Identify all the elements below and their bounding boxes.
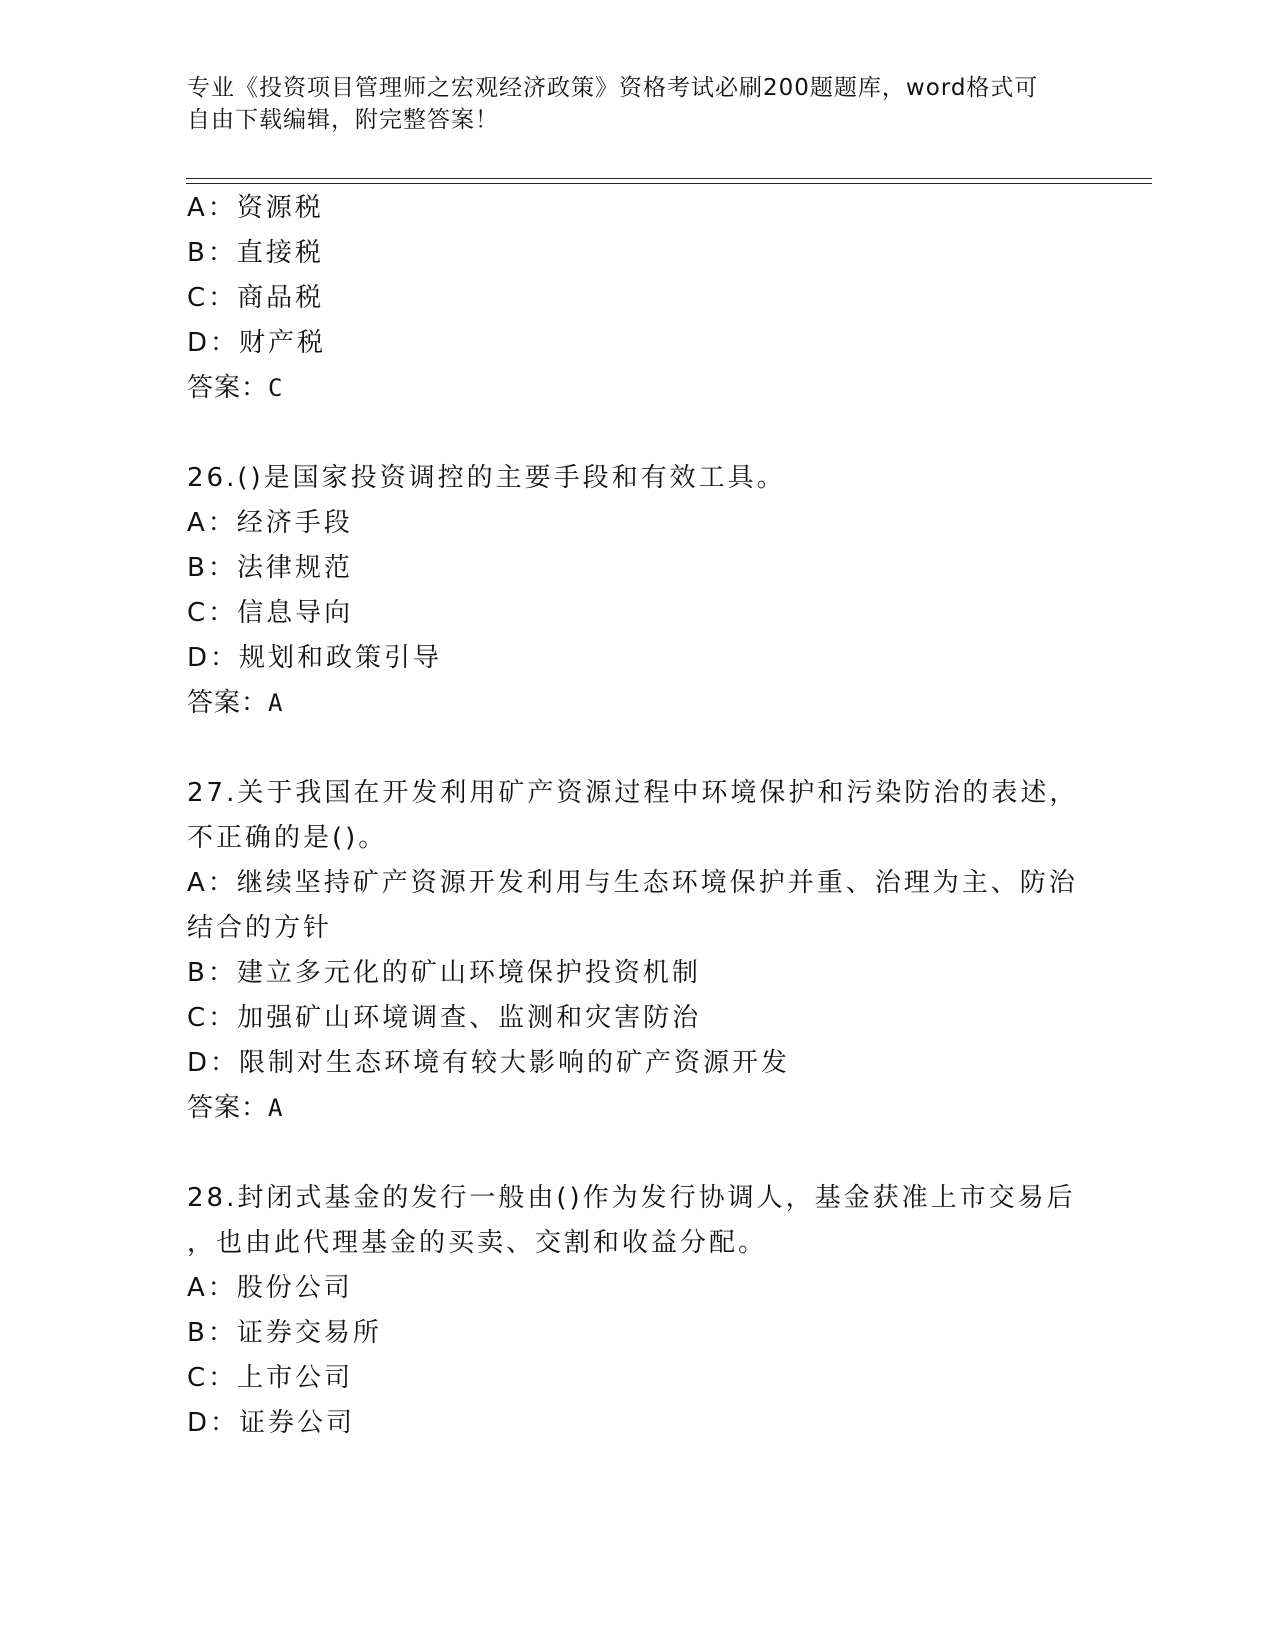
question-spacer xyxy=(187,411,1087,456)
header-divider-bottom xyxy=(186,183,1152,184)
header-line-2: 自由下载编辑，附完整答案！ xyxy=(187,107,499,133)
question-stem-continued: 不正确的是()。 xyxy=(187,823,388,853)
answer-label: 答案： xyxy=(187,373,269,403)
option-d: D：财产税 xyxy=(187,328,327,358)
option-b: B：建立多元化的矿山环境保护投资机制 xyxy=(187,958,701,988)
option-d: D：规划和政策引导 xyxy=(187,643,443,673)
header-divider-top xyxy=(186,178,1152,179)
question-stem: 27.关于我国在开发利用矿产资源过程中环境保护和污染防治的表述， xyxy=(187,778,1079,808)
option-c: C：加强矿山环境调查、监测和灾害防治 xyxy=(187,1003,702,1033)
answer-line xyxy=(187,1086,1087,1131)
header-line-1: 专业《投资项目管理师之宏观经济政策》资格考试必刷200题题库，word格式可 xyxy=(187,75,1039,101)
option-c: C：上市公司 xyxy=(187,1363,354,1393)
option-a: A：股份公司 xyxy=(187,1273,353,1303)
option-c: C：信息导向 xyxy=(187,598,354,628)
option-a: A：经济手段 xyxy=(187,508,353,538)
option-d: D：证券公司 xyxy=(187,1408,356,1438)
answer-value: A xyxy=(268,689,284,717)
question-27 xyxy=(187,771,1087,1131)
option-b: B：直接税 xyxy=(187,238,324,268)
question-spacer xyxy=(187,726,1087,771)
option-a: A：继续坚持矿产资源开发利用与生态环境保护并重、治理为主、防治 xyxy=(187,868,1078,898)
answer-label: 答案： xyxy=(187,688,269,718)
question-stem: 26.()是国家投资调控的主要手段和有效工具。 xyxy=(187,463,786,493)
question-stem-continued: ，也由此代理基金的买卖、交割和收益分配。 xyxy=(187,1228,768,1258)
answer-value: C xyxy=(268,374,284,402)
option-c: C：商品税 xyxy=(187,283,325,313)
document-header xyxy=(187,72,1067,136)
question-stem: 28.封闭式基金的发行一般由()作为发行协调人，基金获准上市交易后 xyxy=(187,1183,1076,1213)
answer-label: 答案： xyxy=(187,1093,269,1123)
question-list xyxy=(187,186,1087,1446)
answer-line xyxy=(187,681,1087,726)
question-spacer xyxy=(187,1131,1087,1176)
option-b: B：法律规范 xyxy=(187,553,353,583)
option-b: B：证券交易所 xyxy=(187,1318,382,1348)
question-28 xyxy=(187,1176,1087,1446)
answer-line xyxy=(187,366,1087,411)
option-a-continued: 结合的方针 xyxy=(187,913,333,943)
answer-value: A xyxy=(268,1094,284,1122)
option-a: A：资源税 xyxy=(187,193,324,223)
option-d: D：限制对生态环境有较大影响的矿产资源开发 xyxy=(187,1048,791,1078)
question-26 xyxy=(187,456,1087,726)
question-25 xyxy=(187,186,1087,411)
